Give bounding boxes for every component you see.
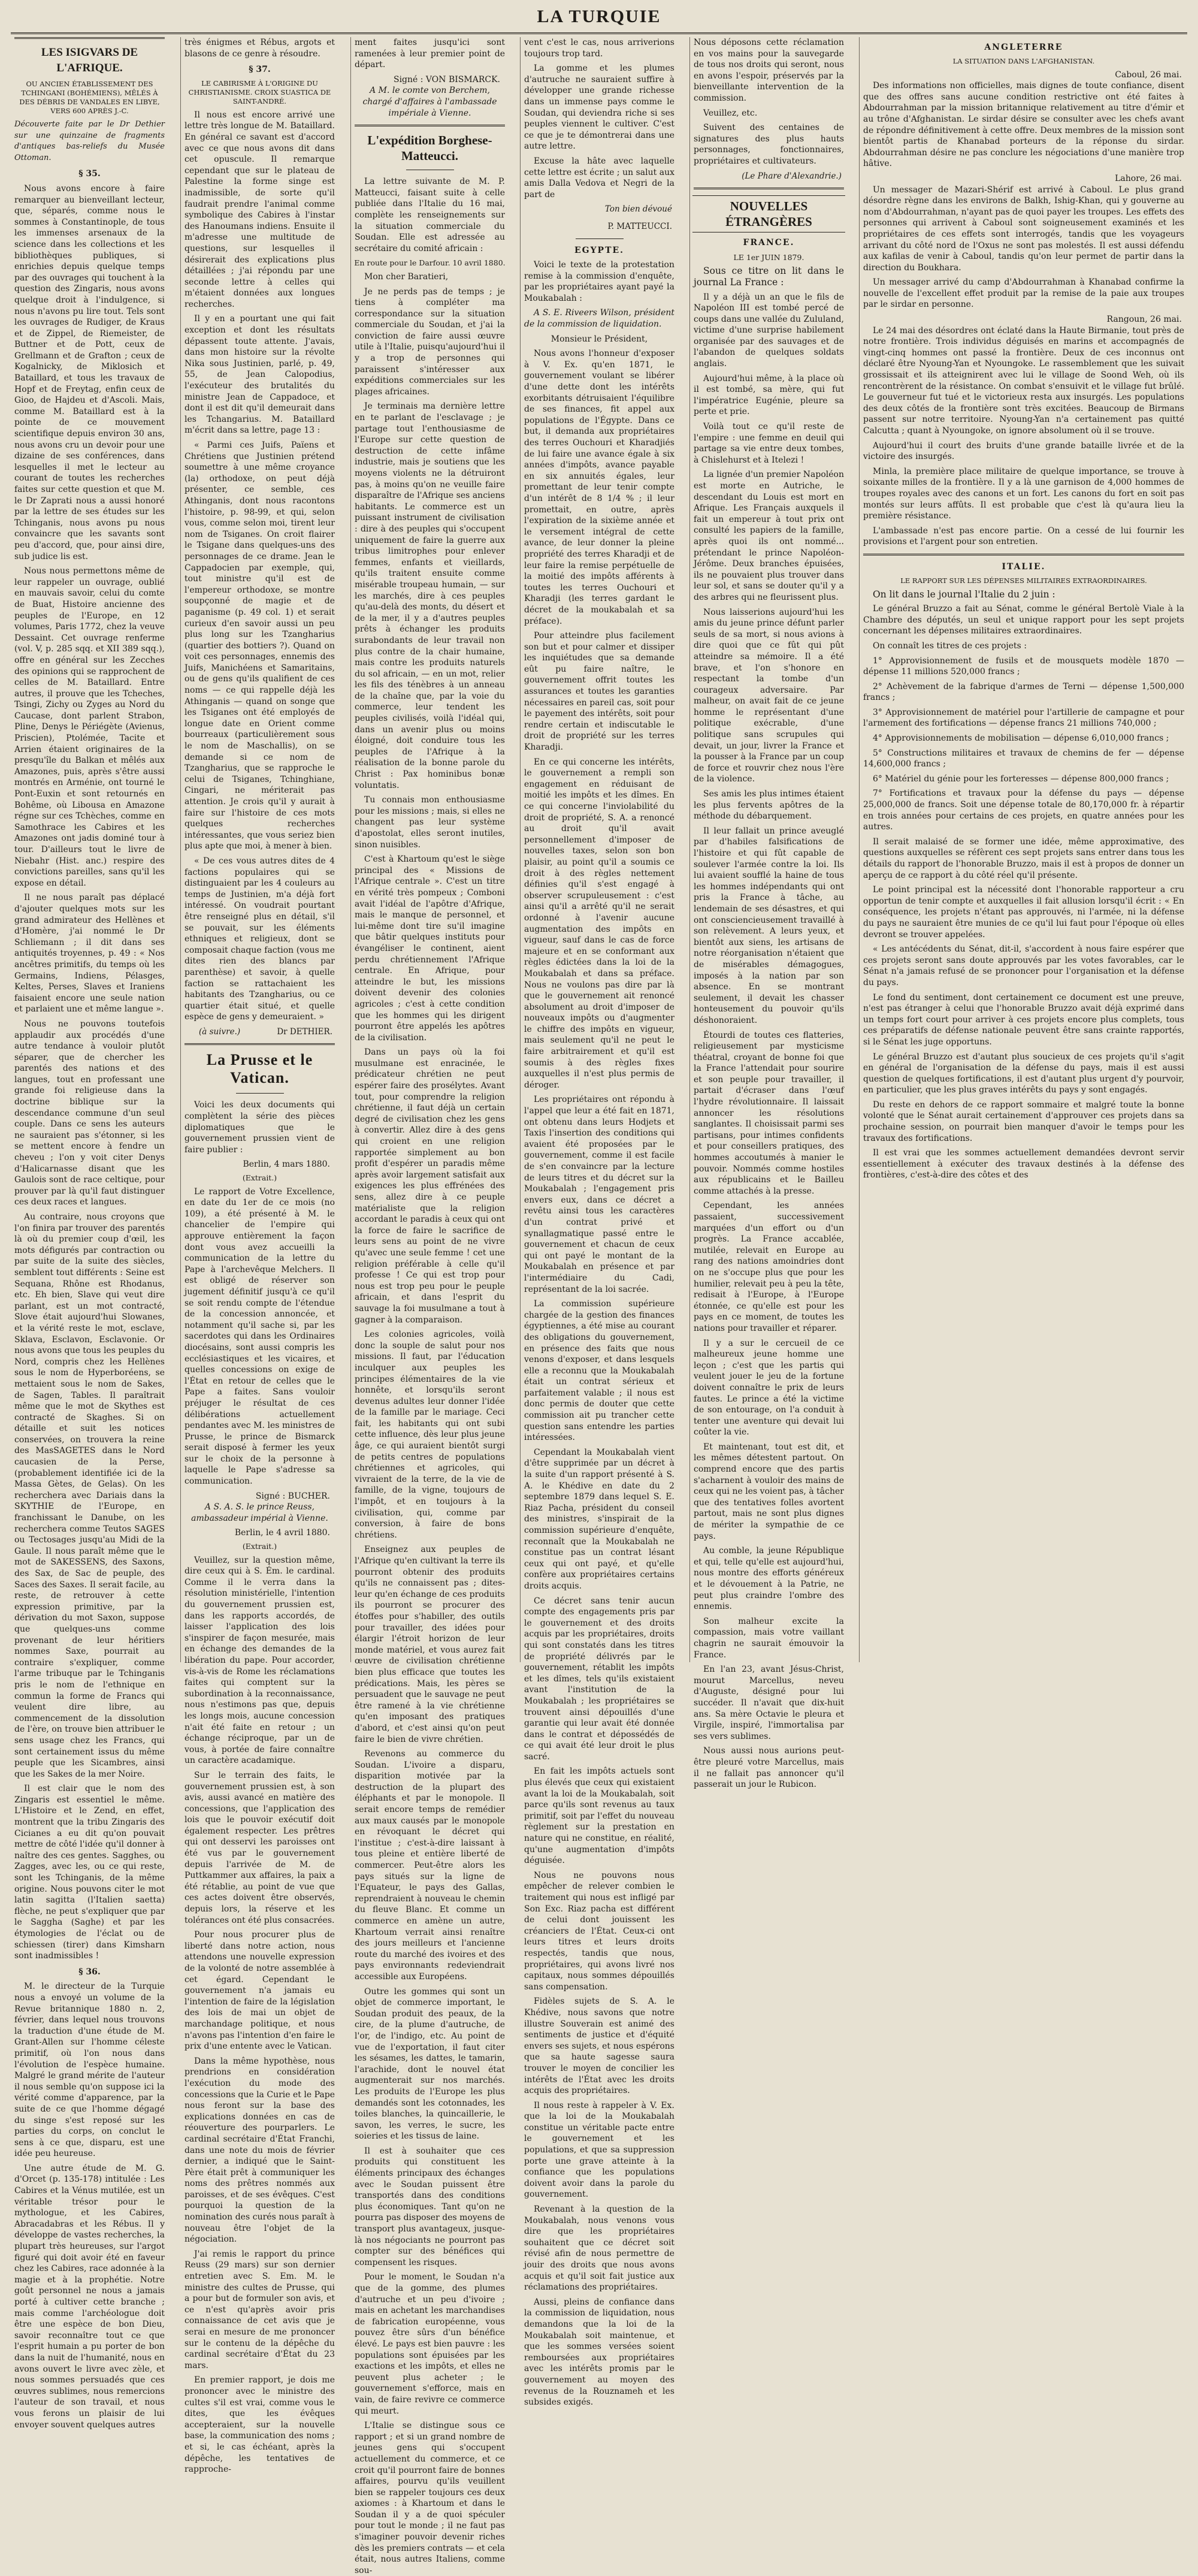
paragraph: Le point principal est la nécessité dont l'honorable rapporteur a cru opportun de tenir compte et auxquelles il fait allusion lorsqu'il écrit : « En conséquence, les projets n'étant pas approuvés, ni l'armée, ni la défense du pays ne sauraient être munies de ce qu'il lui faut pour l'époque où elles devront se trouver appelées. <box>863 885 1184 940</box>
list-item: 5° Constructions militaires et travaux de chemins de fer — dépense 14,600,000 francs ; <box>863 748 1184 769</box>
paragraph: Sous ce titre on lit dans le journal La France : <box>694 265 844 288</box>
paragraph: Il y a déjà un an que le fils de Napoléon III est tombé percé de coups dans une vallée du Zululand, victime d'une surprise habilement organisée par des sauvages et de l'abandon de quelques soldats anglais. <box>694 292 844 369</box>
paragraph: Il nous est encore arrivé une lettre très longue de M. Bataillard. En général ce savant est d'accord avec ce que nous avons dit dans cet opuscule. Il remarque cependant que sur le plateau de Palestine la forme singe est inadmissible, de sorte qu'il faudrait prendre l'animal comme symbolique des Cabires à l'instar des Hanoumans indiens. Ensuite il m'adresse une multitude de questions, sur lesquelles il désirerait des explications plus détaillées ; j'ai répondu par une seconde lettre à celles qui m'étaient données aux longues recherches. <box>184 110 335 309</box>
paragraph: Il est vrai que les sommes actuellement demandées devront servir essentiellement à exécuter des travaux destinés à la défense des frontières, c'est-à-dire des côtes et des <box>863 1148 1184 1180</box>
list-item: 4° Approvisionnements de mobilisation — dépense 6,010,000 francs ; <box>873 733 1169 744</box>
dateline: Rangoun, 26 mai. <box>1106 315 1182 325</box>
paragraph: L'Italie se distingue sous ce rapport ; et si un grand nombre de jeunes gens qui s'occupent actuellement du commerce, et ce croit qu'il pourront faire de bonnes affaires, pourvu qu'ils veuillent bien se rappeler toujours ces deux axiomes : à Khartoum et dans le Soudan il y a de quoi spéculer pour tout le monde ; il ne faut pas s'imaginer pouvoir devenir riches dès les premiers contrats — et cela était, nous autres Italiens, comme sou- <box>355 2421 505 2575</box>
section-italie: ITALIE. <box>1002 561 1046 572</box>
paragraph: Suivent des centaines de signatures des plus hauts personnages, fonctionnaires, propriétaires et cultivateurs. <box>694 123 844 166</box>
paragraph: En fait les impôts actuels sont plus élevés que ceux qui existaient avant la loi de la Moukabalah, soit parce qu'ils sont revenus au taux primitif, soit par l'effet du nouveau règlement sur la prestation en nature qui ne constitue, en réalité, qu'une augmentation d'impôts déguisée. <box>524 1766 674 1866</box>
signature: Signé : BUCHER. <box>255 1491 330 1501</box>
paragraph: Les propriétaires ont répondu à l'appel que leur a été fait en 1871, ont obtenu dans leurs Hodjets et Taxis l'insertion des conditions qui avaient été proposées par le gouvernement, comme il est facile de s'en convaincre par la lecture de leurs titres et du décret sur la Moukabalah ; l'engagement pris envers eux, dans ce décret a revêtu ainsi tous les caractères d'un contrat privé et synallagmatique passé entre le gouvernement et chacun de ceux qui ont payé le montant de la Moukabalah en présence et par l'intermédiaire du Cadi, représentant de la loi sacrée. <box>524 1095 674 1294</box>
paragraph: On connaît les titres de ces projets : <box>873 641 1027 651</box>
paragraph: Aussi, pleins de confiance dans la commission de liquidation, nous demandons que la loi de la Moukabalah soit maintenue, et que les sommes versées soient remboursées aux propriétaires avec les intérêts promis par le gouvernement au moyen des revenus de la Rouznameh et les subsides exigés. <box>524 2297 674 2408</box>
paragraph: Le fond du sentiment, dont certainement ce document est une preuve, n'est pas étranger à celui que l'honorable Bruzzo avait déjà exprimé dans un temps fort court pour arriver à ces projets encore plus complets, tous ces préparatifs de défense nationale peuvent être sans crainte rapportés, si le Sénat les juge opportuns. <box>863 992 1184 1047</box>
section-36: § 36. <box>78 1967 101 1977</box>
article-headline-isigvars: LES ISIGVARS DE L'AFRIQUE. <box>41 46 138 74</box>
addressee: A S. A. S. le prince Reuss, ambassadeur impérial à Vienne. <box>191 1502 328 1523</box>
paragraph: En premier rapport, je dois me prononcer avec le ministre des cultes s'il est vrai, comme vous le dites, que les évêques accepteraient, sur la nouvelle base, la communication des noms ; et si, le cas échéant, après la dépêche, les tentatives de rapproche- <box>184 2375 335 2475</box>
paragraph: « Les antécédents du Sénat, dit-il, s'accordent à nous faire espérer que ces projets seront sans doute approuvés par les votes favorables, car le Sénat n'a jamais refusé de se prononcer pour l'organisation et la défense du pays. <box>863 944 1184 987</box>
paragraph: vent c'est le cas, nous arriverions toujours trop tard. <box>524 38 674 59</box>
paragraph: Voici les deux documents qui complètent la série des pièces diplomatiques que le gouvernement prussien vient de faire publier : <box>184 1100 335 1155</box>
column-3 <box>350 37 509 2575</box>
author-signature: P. MATTEUCCI. <box>607 221 672 231</box>
dateline: Berlin, le 4 avril 1880. <box>234 1528 330 1538</box>
paragraph: La lettre suivante de M. P. Matteucci, faisant suite à celle publiée dans l'Italie du 16 mai, complète les renseignements sur la situation commerciale du Soudan. Elle est adressée au secrétaire du comité africain : <box>355 177 505 253</box>
dateline: Caboul, 26 mai. <box>1115 70 1182 80</box>
divider <box>184 1043 335 1045</box>
dateline: LE 1er JUIN 1879. <box>733 252 804 262</box>
column-4 <box>520 37 678 2408</box>
paragraph: Il est à souhaiter que ces produits qui constituent les éléments principaux des échanges avec le Soudan puissent être transportés dans des conditions plus économiques. Tant qu'on ne pourra pas disposer des moyens de transport plus avantageux, jusque-là nos négociants ne pourront pas compter sur des bénéfices qui compensent les risques. <box>355 2146 505 2267</box>
addressee: A S. E. Riveers Wilson, président de la commission de liquidation. <box>524 308 674 330</box>
article-subhead: OU ANCIEN ÉTABLISSEMENT DES TCHINGANI (BOHÉMIENS), MÊLÉS À DES DÉBRIS DE VANDALES EN LIBYE, VERS 600 APRÈS J.-C. <box>19 80 160 115</box>
extract-note: (Extrait.) <box>242 1173 277 1183</box>
section-37-heading: LE CABIRISME À L'ORIGINE DU CHRISTIANISME. CROIX SUASTICA DE SAINT-ANDRÉ. <box>188 78 331 105</box>
paragraph: Pour nous procurer plus de liberté dans notre action, nous attendons une nouvelle expression de la volonté de notre assemblée à cet égard. Cependant le gouvernement n'a jamais eu l'intention de faire de la législation des lois de mai un objet de marchandage politique, et nous n'avons pas l'intention d'en faire le prix d'une entente avec le Vatican. <box>184 1930 335 2052</box>
paragraph: ment faites jusqu'ici sont ramenées à leur premier point de départ. <box>355 38 505 70</box>
paragraph: Dans la même hypothèse, nous prendrions en considération l'exécution du mode des concessions que la Curie et le Pape nous feront sur la base des explications données en cas de réouverture des pourparlers. Le cardinal secrétaire d'État Franchi, dans une note du mois de février dernier, a indiqué que le Saint-Père était prêt à communiquer les noms des prêtres nommés aux paroisses, et de ses évêques. C'est pourquoi la question de la nomination des curés nous paraît à nouveau être l'objet de la négociation. <box>184 2056 335 2245</box>
paragraph: Du reste en dehors de ce rapport sommaire et malgré toute la bonne volonté que le Sénat aurait certainement d'approuver ces projets dans sa prochaine session, on pourrait bien manquer d'avoir le temps pour les travaux des fortifications. <box>863 1100 1184 1143</box>
divider <box>694 188 844 189</box>
paragraph: Ce décret sans tenir aucun compte des engagements pris par le gouvernement et des droits acquis par les propriétaires, droits qui sont constatés dans les titres de propriété délivrés par le gouvernement, rétablit les impôts et les dîmes, tels qu'ils existaient avant l'institution de la Moukabalah ; les propriétaires se trouvent ainsi dépouillés d'une garantie qui leur avait été donnée dans le contrat et dépossédés de ce qui avait été leur droit le plus sacré. <box>524 1596 674 1762</box>
column-5 <box>689 37 848 1790</box>
paragraph: Nous avons encore à faire remarquer au bienveillant lecteur, que, séparés, comme nous le sommes à Constantinople, de tous les immenses arsenaux de la science dans les collections et les bibliothèques publiques, si enrichies depuis quelque temps par des ouvrages qui touchent à la question des Zingaris, nous avons quelque droit à l'indulgence, si nous n'avons pu lire tout. Tels sont les ouvrages de Rudiger, de Kraus et de Zippel, de Riemeister, de Buttner et de Pott, ceux de Grellmann et de Grafton ; ceux de Kogalnicky, de Miklosich et Bataillard, et tous les travaux de Hopf et de Freytag, enfin ceux de Gioo, de Hajdeu et d'Ascoli. Mais, comme M. Bataillard est à la pointe de ce mouvement scientifique depuis environ 30 ans, nous avons cru un devoir pour une dizaine de ses conférences, dans lesquelles il met le lecteur au courant de toutes les recherches faites sur cette question et que M. le Dr Zaprati nous a aussi honoré par la lettre de ses études sur les Tchinganis, nous avons pu nous convaincre que les savants sont peu d'accord, que, pour ainsi dire, sub judice lis est. <box>14 183 165 561</box>
column-1 <box>11 37 168 2430</box>
paragraph: L'ambassade n'est pas encore partie. On a cessé de lui fournir les provisions et l'argent pour son entretien. <box>863 526 1184 547</box>
salutation: Mon cher Baratieri, <box>364 271 449 282</box>
paragraph: Et maintenant, tout est dit, et les mêmes détestent partout. On comprend encore que des partis s'acharnent à vouloir des mains de ceux qui ne les voient pas, à tâcher que des tentatives folles avortent partout, mais ne sont plus dignes de mériter la sympathie de ce pays. <box>694 1442 844 1541</box>
paragraph: Des informations non officielles, mais dignes de toute confiance, disent que des offres sans aucune condition restrictive ont été faites à Abdourrahman par la mission britannique relativement au titre d'émir et au trône d'Afghanistan. Le sirdar désire se consulter avec les chefs avant de répondre définitivement à cette offre. Deux membres de la mission sont bientôt partis de Khanabad porteurs de la réponse du sirdar. Abdourrahman désire ne pas conclure les négociations d'une manière trop hâtive. <box>863 81 1184 169</box>
paragraph: Aujourd'hui même, à la place où il est tombé, sa mère, qui fut l'impératrice Eugénie, pleure sa perte et prie. <box>694 373 844 417</box>
newspaper-title: LA TURQUIE <box>537 7 661 26</box>
paragraph: Une autre étude de M. G. d'Orcet (p. 135-178) intitulée : Les Cabires et la Vénus mutilée, est un véritable trésor pour le mythologue, et les Cabires, Abracadabras et les Rébus. Il y développe de vastes recherches, la plupart très heureuses, sur l'argot figuré qui doit avoir été en faveur chez les Cabires, race adonnée à la magie et à la prophétie. Notre goût personnel ne nous a jamais porté à cultiver cette branche ; mais comme l'archéologue doit être une espèce de bon Dieu, savoir reconnaître tout ce que l'esprit humain a pu porter de bon dans la nuit de l'humanité, nous en avons ouvert le livre avec zèle, et nous sommes persuadés que ces œuvres sublimes, nous remercions l'auteur de son travail, et nous vous ferons un plaisir de lui envoyer souvent quelques autres <box>14 2163 165 2430</box>
paragraph: La gomme et les plumes d'autruche ne sauraient suffire à développer une grande richesse dans un immense pays comme le Soudan, qui deviendra riche si ses peuples viennent le cultiver. C'est ce que je te démontrerai dans une autre lettre. <box>524 64 674 152</box>
paragraph: Pour atteindre plus facilement son but et pour calmer et dissiper les inquiétudes que sa demande eût pu faire naître, le gouvernement offrit toutes les assurances et toutes les garanties nécessaires en pareil cas, soit pour le payement des intérêts, soit pour rendre certain et indiscutable le droit de propriété sur les terres Kharadji. <box>524 631 674 753</box>
paragraph: Au contraire, nous croyons que l'on finira par trouver des parentés là où du premier coup d'œil, les mots défigurés par contraction ou par suite de la suite des siècles, semblent tout différents : Seine est Sequana, Rhône est Rhodanus, etc. Eh bien, Slave qui veut dire parlant, est un mot contracté, Slove était aujourd'hui Slowanes, et la vérité reste le mot, esclave, Sklava, Esclavon, Esclavonie. Or nous avons que tous les peuples du Nord, compris chez les Hellènes sous le nom de Hyperboréens, se mettaient sous le nom de Sakes, de Sagen, Tables. Il paraîtrait même que le mot de Skythes est contracté de Skaghes. Si on détaille et suit les notices conservées, on trouvera la reine des MasSAGETES dans le Nord caucasien de la Perse, (probablement identifiée ici de la Massa Gètes, de Gelas). On les recherchera avec Dariais dans la SKYTHIE de l'Europe, en franchissant le Danube, on les recherchera comme Teutos SAGES ou Tectosages jusqu'au Midi de la Gaule. Il nous paraît même que le mot de SAKESSENS, des Saxons, des Sax, de Sac de peuple, des Saces des Saxes. Il serait facile, au reste, de retrouver à cette expression primitive, par la dérivation du mot Saxon, suppose que quelques-uns comme provenant de leur héritiers nommes Saxe, pourrait au contraire s'expliquer, comme l'arme tribuque par le Tchinganis pris le nom de l'ethnique en commun la forme de Francs qui veulent dire libre, au commencement de la dissolution de l'ère, on trouve bien attribuer le sens usage chez les Francs, qui sont certainement issus du même peuple que les Sicambres, ainsi que les Sakes de la mer Noire. <box>14 1212 165 1779</box>
extract-note: (Extrait.) <box>242 1542 277 1551</box>
paragraph: Le 24 mai des désordres ont éclaté dans la Haute Birmanie, tout près de notre frontière. Trois individus déguisés en marins et accompagnés de vingt-cinq hommes ont passé la frontière. Deux de ces inconnus ont déclaré être Nyoung-Yan et Nyoungoke. Le rassemblement que les suivait grossissait et ils atteignirent avec lui le village de Soond Weh, où ils rencontrèrent de la résistance. On combat s'ensuivit et le village fut brûlé. Le gouverneur fut tué et le victorieux resta aux insurgés. Les populations des deux côtés de la frontière sont très excitées. Beaucoup de Birmans passent sur notre territoire. Nyoung-Yan n'a certainement pas quitté Calcutta ; quant à Nyoungoke, on ignore absolument où il se trouve. <box>863 325 1184 436</box>
list-item: 2° Achèvement de la fabrique d'armes de Terni — dépense 1,500,000 francs ; <box>863 681 1184 703</box>
paragraph: Nous nous permettons même de leur rappeler un ouvrage, oublié en mauvais savoir, celui du comte de Buat, Histoire ancienne des peuples de l'Europe, en 12 volumes, Paris 1772, chez la veuve Dessaint. Cet ouvrage renferme (vol. V, p. 285 sqq. et XII 389 sqq.), offre en général sur les Zecches des opinions qui se rapprochent de celles de M. Bataillard. Entre autres, il prouve que les Tcheches, Tsingi, Zichy ou Zyges au Nord du Caucase, dont parlent Strabon, Pline, Denys le Périégète (Avienus, Priscien), Ptolémée, Tacite et Arrien étaient originaires de la presqu'île du Balkan et mêlés aux Amazones, puis, après s'être aussi montrés en Arménie, ont tourné le Pont-Euxin et sont retournés en Bohême, où Libousa en Amazone régne sur ces Tchèches, comme en Samothrace les Cabires et les Amazones ont jadis dominé tour à tour. D'ailleurs tout le livre de Niebahr (Hist. anc.) respire des convictions pareilles, sans qu'il les expose en détail. <box>14 566 165 888</box>
author-signature: Dr DETHIER. <box>277 1026 332 1037</box>
article-note: Découverte faite par le Dr Dethier sur une quinzaine de fragments d'antiques bas-reliefs du Musée Ottoman. <box>14 120 165 162</box>
paragraph: Nous ne pouvons toutefois applaudir aux procédés d'une autre tendance à vouloir plutôt séparer, que de chercher les parentés des nations et des langues, tout en professant une grande foi religieuse dans la doctrine biblique sur la descendance commune d'un seul couple. Dans ce sens les auteurs ne sauraient pas s'étonner, si les se mettent encore à fendre un cheveu ; l'on y voit citer Denys d'Halicarnasse disant que les Gaulois sont de race celtique, pour prouver par là qu'il faut distinguer ces deux races et langues. <box>14 1019 165 1207</box>
paragraph: Au comble, la jeune République et qui, telle qu'elle est aujourd'hui, nous montre des efforts généreux et le dévouement à la Patrie, ne peut plus craindre l'ombre des ennemis. <box>694 1546 844 1612</box>
paragraph: Nous ne pouvons nous empêcher de relever combien le traitement qui nous est infligé par Son Exc. Riaz pacha est différent de celui dont jouissent les créanciers de l'État. Ceux-ci ont leurs titres et leurs droits respectés, tandis que nous, propriétaires, qui avons livré nos capitaux, nous sommes dépouillés sans compensation. <box>524 1870 674 1992</box>
article-headline-prusse: La Prusse et le Vatican. <box>206 1051 313 1087</box>
paragraph: Fidèles sujets de S. A. le Khédive, nous savons que notre illustre Souverain est animé des sentiments de justice et d'équité envers ses sujets, et nous espérons que sa haute sagesse saura trouver le moyen de concilier les intérêts de l'État avec les droits acquis des propriétaires. <box>524 1997 674 2096</box>
list-item: 3° Approvisionnement de matériel pour l'artillerie de campagne et pour l'armement des fortifications — dépense francs 21 millions 740,000 ; <box>863 707 1184 729</box>
paragraph: Il ne nous paraît pas déplacé d'ajouter quelques mots sur les grand admirateur des Hellènes et d'Homère, j'ai nommé le Dr Schliemann ; il dit dans ses antiquités troyennes, p. 49 : « Nos ancêtres primitifs, du temps où les Germains, Indiens, Pélasges, Keltes, Perses, Slaves et Iraniens faisaient encore une seule nation et parlaient une et même langue ». <box>14 893 165 1014</box>
divider <box>236 1093 284 1094</box>
paragraph: « Parmi ces Juifs, Païens et Chrétiens que Justinien prétend soumettre à une même croyance (la) orthodoxe, on peut déjà présenter, ce semble, ces Athinganis, dont nous racontons l'histoire, p. 98-99, et qui, selon vous, comme selon moi, tirent leur nom de Tsiganes. On croit flairer le Tsigane dans quelques-uns des personnages de ce drame. Jean le Cappadocien par exemple, qui, tout ministre qu'il est de l'empereur orthodoxe, se montre soupçonné de magie et de paganisme (p. 49 col. 1) et serait curieux d'en savoir aussi un peu plus long sur les Tzangharius (quartier des bottiers ?). Quand on voit ces personnages, ennemis des Juifs, Manichéens et Samaritains, ou de gens qu'ils qualifient de ces noms — ce qui rappelle déjà les Athinganis — quand on songe que les Tsiganes ont été employés de longue date en Orient comme bourreaux (particulièrement sous le nom de Maschallis), on se demande si ce nom de Tzangharius, que se rapproche le celui de Tsiganes, Tchinghiane, Cingari, ne mériterait pas attention. Je crois qu'il y aurait à faire sur l'histoire de ces mots quelques recherches intéressantes, que vous seriez bien plus apte que moi, à mener à bien. <box>184 440 335 851</box>
dateline: En route pour le Darfour. 10 avril 1880. <box>354 258 506 268</box>
column-top-rule <box>14 37 165 39</box>
section-france: FRANCE. <box>743 238 795 248</box>
divider <box>355 125 505 126</box>
paragraph: Revenant à la question de la Moukabalah, nous venons vous dire que les propriétaires souhaitent que ce décret soit révisé afin de nous permettre de jouir des droits que nous avons acquis et qu'il soit fait justice aux réclamations des propriétaires. <box>524 2204 674 2293</box>
signature: Signé : VON BISMARCK. <box>393 74 500 84</box>
paragraph: Nous aussi nous aurions peut-être pleuré votre Marcellus, mais il ne fallait pas annoncer qu'il passerait un jour le Rubicon. <box>694 1746 844 1790</box>
paragraph: Nous avons l'honneur d'exposer à V. Ex. qu'en 1871, le gouvernement voulant se libérer d'une dette dont les intérêts exorbitants détruisaient l'équilibre de ses finances, fit appel aux populations de l'Égypte. Dans ce but, il demanda aux propriétaires des terres Ouchouri et Kharadjiés de lui faire une avance égale à six années d'impôts, avance payable en six annuités égales, leur promettant de leur tenir compte d'un intérêt de 8 1/4 % ; il leur promettait, en outre, après l'expiration de la sixième année et le versement intégral de cette avance, de leur donner la pleine propriété des terres Kharadji et de leur faire la remise perpétuelle de la moitié des impôts afférents à toutes les terres Ouchouri et Kharadji (les terres gardant le décret de la moukabalah et sa préface). <box>524 349 674 626</box>
list-item: 6° Matériel du génie pour les forteresses — dépense 800,000 francs ; <box>873 774 1169 784</box>
section-35: § 35. <box>78 169 101 179</box>
paragraph: Veuillez, etc. <box>703 108 758 118</box>
paragraph: Son malheur excite la compassion, mais votre vaillant chagrin ne saurait émouvoir la France. <box>694 1616 844 1660</box>
paragraph: Le général Bruzzo est d'autant plus soucieux de ces projets qu'il s'agit en général de l'organisation de la défense du pays, mais il est aussi question de quelques fortifications, il est d'autant plus urgent d'y pourvoir, en particulier, que les plus graves intérêts du pays y sont engagés. <box>863 1052 1184 1095</box>
paragraph: Les colonies agricoles, voilà donc la souple de salut pour nos missions. Il faut, par l'éducation inculquer aux peuples les principes élémentaires de la vie honnête, et lorsqu'ils seront devenus adultes leur donner l'idée de la famille par le mariage. Ceci fait, les habitants qui ont subi cette influence, dès leur plus jeune âge, ce qui auraient bientôt surgi de petits centres de populations chrétiennes et agricoles, qui vivraient de la terre, de la vie de famille, de la vigne, toujours de l'impôt, et en toujours à la civilisation, qui, comme par conversion, à faire de bons chrétiens. <box>355 1330 505 1540</box>
masthead <box>0 0 1198 37</box>
paragraph: Un messager de Mazari-Shérif est arrivé à Caboul. Le plus grand désordre règne dans les environs de Balkh, Ishig-Khan, qui y gouverne au nom d'Abdourrahman, n'ayant pas de quoi payer les troupes. Les effets des personnes qui arrivent à Caboul sont soigneusement examinés et les propriétaires de ces effets sont interrogés, tandis que les voyageurs arrivant du côté nord de l'Oxus ne sont pas molestés. Il est aussi défendu aux kafilas de venir à Caboul, tandis qu'on leur permet de partir dans la direction du Boukhara. <box>863 185 1184 273</box>
paragraph: Voici le texte de la protestation remise à la commission d'enquête, par les propriétaires ayant payé la Moukabalah : <box>524 260 674 303</box>
paragraph: Il est clair que le nom des Zingaris est essentiel le même. L'Histoire et le Zend, en effet, montrent que la tribu Zingaris des Cicianes a eu dit qu'on pouvait mettre de côté l'idée qu'il donner à naître des ces gentes. Sagghes, ou Zagges, avec les, ou ce qui reste, sont les Tchinganis, de la même origine. Nous pouvons citer le mot latin sagitta (l'Italien saetta) flèche, ne peut s'expliquer que par le Saggha (Saghe) et par les étymologies de l'éclat ou de schiessen (tirer) dans Kimsharn sont inadmissibles ! <box>14 1784 165 1961</box>
paragraph: Il leur fallait un prince aveuglé par d'habiles falsifications de l'histoire et qui fût capable de soulever l'armée contre la loi. Ils lui avaient soufflé la haine de tous les hommes indépendants qui ont pris la France à tâche, au lendemain de ses désastres, et qui ont consciencieusement travaillé à son relèvement. A leurs yeux, et bientôt aux siens, les artisans de notre réorganisation n'étaient que de misérables démagogues, imposés à la nation par son absence. En se montrant seulement, il devait les chasser honteusement du pouvoir qu'ils déshonoraient. <box>694 826 844 1025</box>
paragraph: Tu connais mon enthousiasme pour les missions ; mais, si elles ne changent pas leur système d'apostolat, elles seront inutiles, sinon nuisibles. <box>355 795 505 850</box>
closing: Ton bien dévoué <box>604 204 672 215</box>
article-headline-borghese: L'expédition Borghese-Matteucci. <box>367 133 492 164</box>
paragraph: « De ces vous autres dites de 4 factions populaires qui se distinguaient par les 4 couleurs au temps de Justinien, m'a déjà fort intéressé. On voudrait pourtant être renseigné plus en détail, s'il se pouvait, sur les éléments ethniques et religieux, dont se composait chaque faction (vous me dites rien des blancs par parenthèse) et savoir, à quelle faction se rattachaient les habitants des Tzangharius, ou ce quartier était situé, et quelle espèce de gens y demeuraient. » <box>184 856 335 1022</box>
paragraph: Pour le moment, le Soudan n'a que de la gomme, des plumes d'autruche et un peu d'ivoire ; mais en achetant les marchandises de fabrication européenne, vous pouvez être sûrs d'un bénéfice élevé. Le pays est bien pauvre : les populations sont épuisées par les exactions et les impôts, et elles ne peuvent plus acheter ; le gouvernement s'efforce, mais en vain, de faire revivre ce commerce qui meurt. <box>355 2272 505 2416</box>
columns <box>11 37 1187 2575</box>
suivre-note: (à suivre.) <box>199 1026 241 1037</box>
paragraph: Aujourd'hui il court des bruits d'une grande bataille livrée et de la victoire des insurgés. <box>863 440 1184 462</box>
dateline: Berlin, 4 mars 1880. <box>243 1159 330 1170</box>
paragraph: Minla, la première place militaire de quelque importance, se trouve à soixante milles de la frontière. Il y a là une garnison de 4,000 hommes de troupes royales avec des canons et un fort. Les canons du fort en soit pas montés sur leurs affûts. Il est probable que c'est là qu'aura lieu la première résistance. <box>863 466 1184 521</box>
paragraph: Cependant la Moukabalah vient d'être supprimée par un décret à la suite d'un rapport présenté à S. A. le Khédive en date du 2 septembre 1879 dans lequel S. E. Riaz Pacha, président du conseil des ministres, s'inspirait de la commission supérieure d'enquête, reconnaît que la Moukabalah ne constitue pas un contrat lésant ceux qui ont payé, et qu'elle confère aux propriétaires certains droits acquis. <box>524 1447 674 1591</box>
paragraph: Dans un pays où la foi musulmane est enracinée, le prédicateur chrétien ne peut espérer faire des prosélytes. Avant tout, pour comprendre la religion chrétienne, il faut déjà un certain degré de civilisation chez les gens à convertir. Allez dire à des gens qui croient en une religion rapportée simplement au bon profit d'espérer un paradis même après avoir largement satisfait aux exigences les plus effrénées des sens, allez dire à ce peuple matérialiste que la religion accordant le paradis à ceux qui ont la force de faire le sacrifice de leurs sens au point de ne vivre qu'avec une seule femme ! cet une religion préférable à celle qu'il professe ! Ce qui est trop pour nous est trop peu pour le peuple africain, et dans l'esprit du sauvage la foi musulmane a tout à gagner à la comparaison. <box>355 1047 505 1325</box>
paragraph: Excuse la hâte avec laquelle cette lettre est écrite ; un salut aux amis Dalla Vedova et Negri de la part de <box>524 156 674 200</box>
paragraph: M. le directeur de la Turquie nous a envoyé un volume de la Revue britannique 1880 n. 2, février, dans lequel nous trouvons la traduction d'une étude de M. Grant-Allen sur l'homme céleste primitif, où l'on nous dans l'évolution de l'espèce humaine. Malgré le grand mérite de l'auteur il nous semble qu'on suppose ici la vérité comme d'apparence, par la suite de ce que l'homme dégagé du singe s'est reposé sur les parties du corps, on conclut le sens à ce que, disparu, est une idée peu heureuse. <box>14 1982 165 2159</box>
section-angleterre: ANGLETERRE <box>984 43 1063 52</box>
paragraph: Nous laisserions aujourd'hui les amis du jeune prince défunt parler seuls de sa mort, si nous avions à dire quoi que ce fût qui pût atteindre sa mémoire. Il a été brave, et l'on s'honore en respectant la tombe d'un courageux adversaire. Par malheur, on avait fait de ce jeune homme le représentant d'une politique exécrable, d'une politique sans scrupules qui devait, un jour, livrer la France et la pousser à la France par un coup de force et rouvrir chez nous l'ère de la violence. <box>694 607 844 784</box>
list-item: 7° Fortifications et travaux pour la défense du pays — dépense 25,000,000 de francs. Soit une dépense totale de 80,170,000 fr. à répartir en trois années pour certains de ces projets, en quatre années pour les autres. <box>863 789 1184 832</box>
paragraph: Outre les gommes qui sont un objet de commerce important, le Soudan produit des peaux, de la cire, de la plume d'autruche, de l'or, de l'indigo, etc. Au point de vue de l'exportation, il faut citer les sésames, les dattes, le tamarin, l'arachide, dont le nouvel état augmenterait sur nos marchés. Les produits de l'Europe les plus demandés sont les cotonnades, les toiles blanches, la quincaillerie, le savon, les verres, le sucre, les soieries et les tissus de laine. <box>355 1986 505 2142</box>
paragraph: En l'an 23, avant Jésus-Christ, mourut Marcellus, neveu d'Auguste, désigné pour lui succéder. Il n'avait que dix-huit ans. Sa mère Octavie le pleura et Virgile, inspiré, l'immortalisa par ses vers sublimes. <box>694 1665 844 1741</box>
paragraph: Il y a sur le cercueil de ce malheureux jeune homme une leçon ; c'est que les partis qui veulent jouer le jeu de la fortune doivent connaître le prix de leurs fautes. Le prince a été la victime de son entourage, on l'a conduit à tenter une aventure qui devait lui coûter la vie. <box>694 1338 844 1438</box>
paragraph: On lit dans le journal l'Italie du 2 juin : <box>873 588 1055 600</box>
paragraph: Je ne perds pas de temps ; je tiens à compléter ma correspondance sur la situation commerciale du Soudan, et j'ai la conviction de faire aussi œuvre utile à l'Italie, puisqu'aujourd'hui il y a trop de personnes qui paraissent s'intéresser aux expéditions commerciales sur les plages africaines. <box>355 286 505 397</box>
column-6 <box>859 37 1188 1662</box>
paragraph: Un messager arrivé du camp d'Abdourrahman à Khanabad confirme la nouvelle de l'excellent effet produit par la remise de la paie aux troupes par le sirdar en personne. <box>863 277 1184 310</box>
paragraph: Nous déposons cette réclamation en vos mains pour la sauvegarde de tous nos droits qui seront, nous en avons l'espoir, préservés par la bienveillante intervention de la commission. <box>694 38 844 103</box>
section-37: § 37. <box>249 65 271 75</box>
paragraph: C'est à Khartoum qu'est le siège principal des « Missions de l'Afrique centrale ». C'est un titre en vérité très pompeux ; Comboni avait l'idéal de l'apôtre d'Afrique, mais le manque de personnel, et lui-même dont tire su'il imagine que bâtir quelques instituts pour évangéliser le continent, aient perdu chrétiennement l'Afrique centrale. En Afrique, pour atteindre le but, les missions doivent devenir des colonies agricoles ; c'est à cette condition que les hommes qui les dirigent pourront être appelés les apôtres de la civilisation. <box>355 854 505 1043</box>
masthead-rule <box>11 32 1187 34</box>
paragraph: Veuillez, sur la question même, dire ceux qui à S. Ém. le cardinal. Comme il le verra dans la résolution ministérielle, l'intention du gouvernement prussien est, dans les rapports accordés, de laisser l'application des lois s'inspirer de façon mesurée, mais en échange des demandes de la libération du pape. Pour accorder, vis-à-vis de Rome les réclamations faites qui comptent sur la subordination à la reconnaissance, nous n'estimons pas que, depuis les longs mois, aucune concession n'ait été faite en retour ; un échange réciproque, par un de vous, à portée de faire connaître un caractère acadamique. <box>184 1555 335 1766</box>
paragraph: Il serait malaisé de se former une idée, même approximative, des questions auxquelles se réfèrent ces sept projets sans entrer dans tous les détails du rapport de l'honorable Bruzzo, mais il est à propos de donner un aperçu de ce rapport à du côté réel qu'il présente. <box>863 836 1184 880</box>
paragraph: Il y en a pourtant une qui fait exception et dont les résultats dépassent toute attente. J'avais, dans mon histoire sur la révolte Nika sous Justinien, parlé, p. 49, 55, de Jean Calopodius, l'exécuteur des brutalités du ministre Jean de Cappadoce, et dont il est dit qu'il demeurait dans les Tchangarius. M. Bataillard m'écrit dans sa lettre, page 13 : <box>184 314 335 436</box>
paragraph: très énigmes et Rébus, argots et blasons de ce genre à résoudre. <box>184 38 335 59</box>
list-item: 1° Approvisionnement de fusils et de mousquets modèle 1870 — dépense 11 millions 520,000 francs ; <box>863 656 1184 677</box>
paragraph: J'ai remis le rapport du prince Reuss (29 mars) sur son dernier entretien avec S. Em. M. le ministre des cultes de Prusse, qui a pour but de formuler son avis, et ce n'est qu'après avoir pris connaissance de cet avis que je serai en mesure de me prononcer sur le contenu de la dépêche du cardinal secrétaire d'État du 23 mars. <box>184 2249 335 2370</box>
paragraph: La lignée d'un premier Napoléon est morte en Autriche, le descendant du Louis est mort en Afrique. Les Français auxquels il fait un empereur à tout prix ont consulté les papiers de la famille, après quoi ils ont nommé... prétendant le prince Napoléon-Jérôme. Deux branches épuisées, ils ne pouvaient plus trouver dans leur sol, et sans se douter qu'il y a des arbres qui ne fleurissent plus. <box>694 470 844 602</box>
salutation: Monsieur le Président, <box>550 334 648 344</box>
paragraph: En ce qui concerne les intérêts, le gouvernement a rempli son engagement en réduisant de moitié les impôts et les dîmes. En ce qui concerne l'inviolabilité du droit de propriété, S. A. a renoncé au droit qu'il avait personnellement d'imposer de nouvelles taxes, selon son bon plaisir, au point qu'il a soumis ce droit à des règles nettement définies qu'il s'est engagé à observer scrupuleusement : c'est ainsi qu'il a arrêté qu'il ne serait ordonné à l'avenir aucune augmentation des impôts en vigueur, sauf dans le cas de force majeure et en se conformant aux règles édictées dans la loi de la Moukabalah et dans sa préface. Nous ne voulons pas dire par là que le gouvernement ait renoncé absolument au droit d'imposer de nouveaux impôts ou d'augmenter le chiffre des impôts en vigueur, mais seulement qu'il ne peut le faire arbitrairement et qu'il est soumis à des règles fixes auxquelles il n'est plus permis de déroger. <box>524 757 674 1090</box>
paragraph: Voilà tout ce qu'il reste de l'empire : une femme en deuil qui partage sa vie entre deux tombes, à Chislehurst et à Itelezi ! <box>694 422 844 465</box>
divider <box>576 238 624 239</box>
paragraph: Étourdi de toutes ces flatteries, religieusement par mysticisme théatral, croyant de bonne foi que la France l'attendait pour sourire et son peuple pour travailler, il partait d'écraser dans l'œuf l'hydre révolutionnaire. Il laissait annoncer les résolutions sanglantes. Il choisissait parmi ses partisans, pour intimes confidents et pour conseillers pratiques, des hommes accoutumés à manier le pouvoir. Nommés comme hostiles aux républicains et le Bailleu comme attachés à la presse. <box>694 1030 844 1196</box>
article-subhead: LA SITUATION DANS L'AFGHANISTAN. <box>952 56 1095 65</box>
paragraph: Revenons au commerce du Soudan. L'ivoire a disparu, disparition motivée par la destruction de la plupart des éléphants et par le monopole. Il serait encore temps de remédier aux maux causés par le monopole en révoquant le décret qui l'institue ; c'est-à-dire laissant à tous pleine et entière liberté de commercer. Peut-être alors les pays situés sur la ligne de l'Equateur, le pays des Gallas, reprendraient à nouveau le chemin du fleuve Blanc. Et comme un commerce en amène un autre, Khartoum verrait ainsi renaître des jours meilleurs et l'ancienne route du marché des ivoires et des pays environnants redeviendrait accessible aux Européens. <box>355 1749 505 1982</box>
article-subhead: LE RAPPORT SUR LES DÉPENSES MILITAIRES EXTRAORDINAIRES. <box>900 576 1147 585</box>
paragraph: Le général Bruzzo a fait au Sénat, comme le général Bertolè Viale à la Chambre des députés, un seul et unique rapport pour les sept projets concernant les dépenses militaires extraordinaires. <box>863 604 1184 636</box>
to-be-continued <box>187 1026 332 1038</box>
column-2 <box>180 37 338 2475</box>
addressee: A M. le comte von Berchem, chargé d'affaires à l'ambassade impériale à Vienne. <box>362 86 497 118</box>
paragraph: Je terminais ma dernière lettre en te parlant de l'esclavage ; je partage tout l'enthousiasme de l'Europe sur cette question de destruction de cette infâme industrie, mais je soutiens que les moyens violents ne la détruiront pas, à moins qu'on ne veuille faire disparaître de l'Afrique ses anciens habitants. Le commerce est un puissant instrument de civilisation : dire à des peuples qui s'occupent uniquement de faire la guerre aux tribus limitrophes pour enlever femmes, enfants et vieillards, qu'ils traitent ensuite comme misérable troupeau humain, — sur les marchés, dire à ces peuples qu'au-delà des monts, du désert et de la mer, il y a d'autres peuples prêts à échanger les produits surabondants de leur travail non plus contre de la chair humaine, mais contre les produits naturels du sol africain, — en un mot, relier les fils des ténèbres à un anneau de la chaîne que, par la voie du commerce, leur tendent les peuples civilisés, voilà l'idéal qui, dans un avenir plus ou moins éloigné, doit conduire tous les peuples de l'Afrique à la réalisation de la bonne parole du Christ : Pax hominibus bonæ voluntatis. <box>355 401 505 790</box>
paragraph: Sur le terrain des faits, le gouvernement prussien est, à son avis, aussi avancé en matière des concessions, que l'application des lois que le pouvoir exécutif doit également respecter. Les prêtres qui ont desservi les paroisses ont été vus par le gouvernement depuis l'arrivée de M. de Puttkammer aux affaires, la paix a été rétablie, au point de vue que ces actes doivent être observés, depuis lors, la réserve et les tolérances ont été plus consacrées. <box>184 1770 335 1925</box>
section-egypte: EGYPTE. <box>574 245 625 255</box>
paragraph: La commission supérieure chargée de la gestion des finances égyptiennes, a été mise au courant des obligations du gouvernement, en présence des faits que nous venons d'exposer, et dans lesquels elle a reconnu que la Moukabalah était un contrat sérieux et parfaitement valable ; il nous est donc permis de douter que cette commission ait pu trancher cette question sans entendre les parties intéressées. <box>524 1299 674 1443</box>
dateline: Lahore, 26 mai. <box>1115 173 1182 183</box>
paragraph: Cependant, les années passaient, successivement marquées d'un effort ou d'un progrès. La France accablée, mutilée, relevait en Europe au rang des nations amoindries dont on ne s'occupe plus que pour les humilier, relevait peu à peu la tête, redisait à l'Europe, à l'Europe étonnée, ce qu'elle est pour les pays en ce moment, de toutes les nations pour travailler et réparer. <box>694 1201 844 1333</box>
paragraph: Enseignez aux peuples de l'Afrique qu'en cultivant la terre ils pourront obtenir des produits qu'ils ne connaissent pas ; dites-leur qu'en échange de ces produits ils pourront se procurer des étoffes pour s'habiller, des outils pour travailler, des idées pour élargir l'étroit horizon de leur monde matériel, et vous aurez fait œuvre de civilisation chrétienne bien plus efficace que toutes les prédications. Mais, les pères se persuadent que le sauvage ne peut être ramené à la vie chrétienne qu'en imposant des pratiques d'abord, et c'est ainsi qu'on peut faire le bien de vivre chrétien. <box>355 1545 505 1744</box>
divider <box>863 554 1184 555</box>
paragraph: Ses amis les plus intimes étaient les plus fervents apôtres de la méthode du débarquement. <box>694 789 844 822</box>
source-note: (Le Phare d'Alexandrie.) <box>742 171 842 181</box>
section-nouvelles-etrangeres: NOUVELLES ÉTRANGÈRES <box>692 195 845 232</box>
paragraph: Il nous reste à rappeler à V. Ex. que la loi de la Moukabalah constitue un véritable pacte entre le gouvernement et les populations, et que sa suppression porte une grave atteinte à la confiance que les populations doivent avoir dans la parole du gouvernement. <box>524 2100 674 2200</box>
paragraph: Le rapport de Votre Excellence, en date du 1er de ce mois (no 109), a été présenté à M. le chancelier de l'empire qui approuve entièrement la façon dont vous avez accueilli la communication de la lettre du Pape à l'archevêque Melchers. Il est obligé de réserver son jugement définitif jusqu'à ce qu'il se soit rendu compte de l'étendue de la concession annoncée, et notamment qu'il sache si, par les sacerdotes qui dans les Ordinaires diocésains, sont aussi compris les ecclésiastiques et les vicaires, et quelles concessions on exige de l'État en retour de celles que le Pape a faites. Sans vouloir préjuger le résultat de ces délibérations actuellement pendantes avec M. les ministres de Prusse, le prince de Bismarck serait disposé à fermer les yeux sur le choix de la personne à laquelle le Pape s'adresse sa communication. <box>184 1186 335 1487</box>
